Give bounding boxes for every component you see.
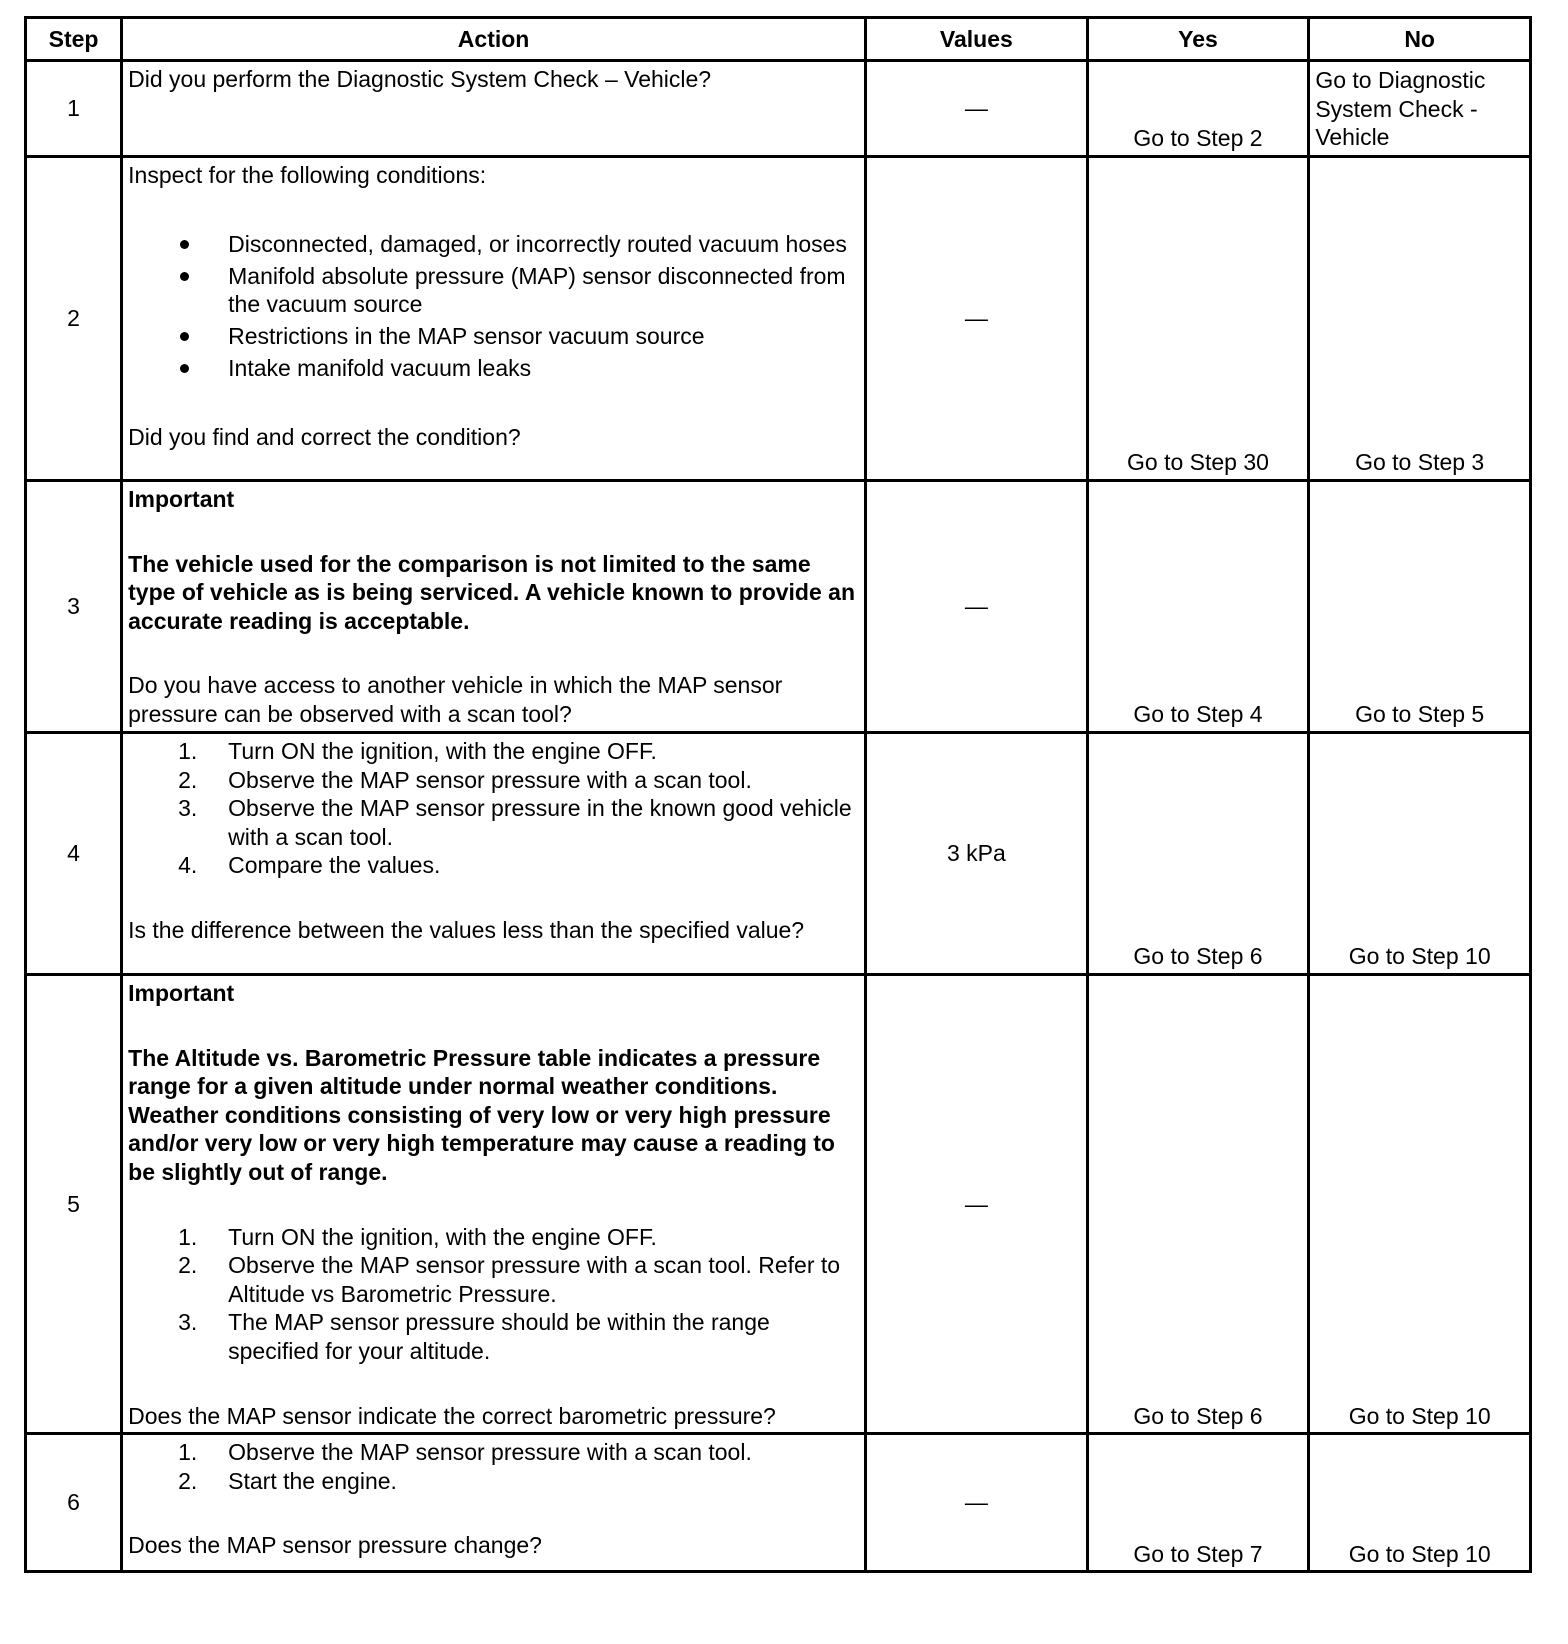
table-row-step-3 — [26, 481, 1531, 733]
no-link[interactable]: Go to Step 10 — [1309, 1434, 1531, 1572]
action-question: Do you have access to another vehicle in which the MAP sensor pressure can be observed with a scan tool? — [128, 672, 783, 727]
list-item: Manifold absolute pressure (MAP) sensor disconnected from the vacuum source — [128, 262, 860, 319]
value-cell — [866, 61, 1088, 157]
procedure-list — [128, 737, 860, 880]
action-question: Did you find and correct the condition? — [128, 423, 521, 450]
action-cell — [122, 157, 866, 481]
list-item: 4. Compare the values. — [178, 852, 441, 879]
value-text: 3 kPa — [946, 840, 1006, 867]
action-question: Does the MAP sensor pressure change? — [128, 1532, 542, 1559]
step-number: 4 — [26, 733, 122, 975]
header-step: Step — [26, 18, 122, 61]
action-cell — [122, 733, 866, 975]
action-cell — [122, 1434, 866, 1572]
step-number: 6 — [26, 1434, 122, 1572]
table-row-step-1 — [26, 61, 1531, 157]
list-item: 2. Observe the MAP sensor pressure with a scan tool. — [178, 766, 752, 793]
no-link[interactable]: Go to Step 5 — [1309, 481, 1531, 733]
yes-link[interactable]: Go to Step 2 — [1087, 61, 1309, 157]
important-label: Important — [128, 486, 235, 512]
action-cell — [122, 975, 866, 1434]
no-link[interactable]: Go to Step 3 — [1309, 157, 1531, 481]
table-row-step-6 — [26, 1434, 1531, 1572]
value-cell — [866, 1434, 1088, 1572]
yes-link[interactable]: Go to Step 6 — [1087, 733, 1309, 975]
header-row — [26, 18, 1531, 61]
list-item: 1. Observe the MAP sensor pressure with a scan tool. — [178, 1439, 752, 1466]
yes-link[interactable]: Go to Step 30 — [1087, 157, 1309, 481]
value-text: — — [964, 593, 988, 620]
action-intro: Inspect for the following conditions: — [128, 162, 487, 188]
step-number: 1 — [26, 61, 122, 157]
list-item: Intake manifold vacuum leaks — [128, 354, 860, 383]
table-row-step-4 — [26, 733, 1531, 975]
list-item: 2. Observe the MAP sensor pressure with a scan tool. Refer to Altitude vs Barometric Pressure. — [178, 1252, 841, 1307]
list-item: 3. The MAP sensor pressure should be within the range specified for your altitude. — [178, 1309, 770, 1364]
step-number: 3 — [26, 481, 122, 733]
header-no: No — [1309, 18, 1531, 61]
header-values: Values — [866, 18, 1088, 61]
list-item: Restrictions in the MAP sensor vacuum source — [128, 322, 860, 351]
important-text: The vehicle used for the comparison is not limited to the same type of vehicle as is being serviced. A vehicle known to provide an accurate reading is acceptable. — [128, 550, 855, 634]
value-text: — — [964, 1190, 988, 1217]
value-text: — — [964, 1489, 988, 1516]
value-cell — [866, 157, 1088, 481]
yes-link[interactable]: Go to Step 6 — [1087, 975, 1309, 1434]
no-link[interactable]: Go to Diagnostic System Check - Vehicle — [1309, 61, 1531, 157]
no-link[interactable]: Go to Step 10 — [1309, 975, 1531, 1434]
list-item: 2. Start the engine. — [178, 1467, 397, 1494]
table-row-step-5 — [26, 975, 1531, 1434]
list-item: 3. Observe the MAP sensor pressure in the known good vehicle with a scan tool. — [178, 795, 852, 850]
value-cell — [866, 481, 1088, 733]
yes-link[interactable]: Go to Step 7 — [1087, 1434, 1309, 1572]
condition-list — [128, 230, 860, 383]
action-question: Is the difference between the values less than the specified value? — [128, 916, 805, 943]
no-link[interactable]: Go to Step 10 — [1309, 733, 1531, 975]
value-cell — [866, 733, 1088, 975]
list-item: 1. Turn ON the ignition, with the engine OFF. — [178, 738, 657, 764]
table-row-step-2 — [26, 157, 1531, 481]
header-yes: Yes — [1087, 18, 1309, 61]
procedure-list — [128, 1223, 860, 1366]
action-question: Did you perform the Diagnostic System Check – Vehicle? — [128, 66, 712, 92]
list-item: Disconnected, damaged, or incorrectly routed vacuum hoses — [128, 230, 860, 259]
action-cell — [122, 61, 866, 157]
diagnostic-table — [24, 16, 1532, 1573]
value-text: — — [964, 305, 988, 332]
value-cell — [866, 975, 1088, 1434]
action-question: Does the MAP sensor indicate the correct barometric pressure? — [128, 1402, 776, 1429]
action-cell — [122, 481, 866, 733]
important-label: Important — [128, 980, 235, 1006]
step-number: 2 — [26, 157, 122, 481]
list-item: 1. Turn ON the ignition, with the engine OFF. — [178, 1223, 657, 1250]
important-text: The Altitude vs. Barometric Pressure table indicates a pressure range for a given altitude under normal weather conditions. Weather conditions consisting of very low or very high pressure and/or very low or very high temperature may cause a reading to be slightly out of range. — [128, 1044, 835, 1185]
yes-link[interactable]: Go to Step 4 — [1087, 481, 1309, 733]
step-number: 5 — [26, 975, 122, 1434]
header-action: Action — [122, 18, 866, 61]
value-text: — — [964, 95, 988, 122]
procedure-list — [128, 1438, 860, 1495]
